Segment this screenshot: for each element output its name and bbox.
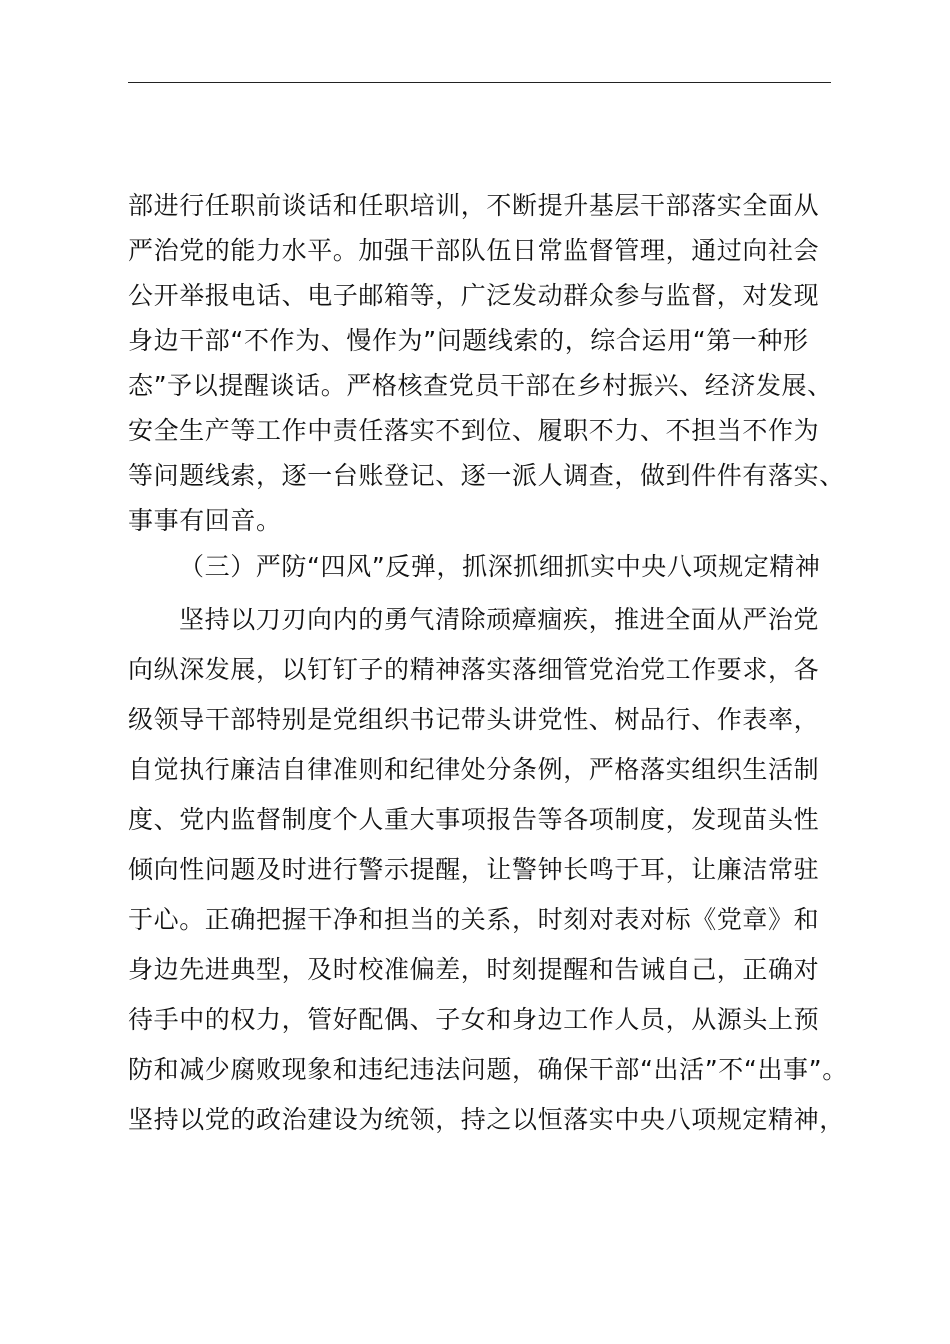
text-line: 向纵深发展，以钉钉子的精神落实落细管党治党工作要求，各 — [128, 655, 820, 684]
text-line: 事事有回音。 — [128, 506, 282, 535]
text-line: 自觉执行廉洁自律准则和纪律处分条例，严格落实组织生活制 — [128, 755, 820, 784]
text-line: 于心。正确把握干净和担当的关系，时刻对表对标《党章》和 — [128, 905, 820, 934]
text-line: 级领导干部特别是党组织书记带头讲党性、树品行、作表率， — [128, 705, 820, 734]
text-line: 倾向性问题及时进行警示提醒，让警钟长鸣于耳，让廉洁常驻 — [128, 855, 820, 884]
text-line: 部进行任职前谈话和任职培训，不断提升基层干部落实全面从 — [128, 191, 820, 220]
text-line: 安全生产等工作中责任落实不到位、履职不力、不担当不作为 — [128, 416, 820, 445]
text-line: 身边先进典型，及时校准偏差，时刻提醒和告诫自己，正确对 — [128, 955, 820, 984]
paragraph-first-line: 坚持以刀刃向内的勇气清除顽瘴痼疾，推进全面从严治党 — [179, 605, 820, 634]
text-line: 态”予以提醒谈话。严格核查党员干部在乡村振兴、经济发展、 — [128, 371, 833, 400]
text-line: 等问题线索，逐一台账登记、逐一派人调查，做到件件有落实、 — [128, 461, 845, 490]
text-line: 公开举报电话、电子邮箱等，广泛发动群众参与监督，对发现 — [128, 281, 820, 310]
text-line: 防和减少腐败现象和违纪违法问题，确保干部“出活”不“出事”。 — [128, 1055, 848, 1084]
text-line: 待手中的权力，管好配偶、子女和身边工作人员，从源头上预 — [128, 1005, 820, 1034]
text-line: 度、党内监督制度个人重大事项报告等各项制度，发现苗头性 — [128, 805, 820, 834]
header-rule — [128, 82, 831, 83]
text-line: 身边干部“不作为、慢作为”问题线索的，综合运用“第一种形 — [128, 326, 809, 355]
text-line: 严治党的能力水平。加强干部队伍日常监督管理，通过向社会 — [128, 236, 820, 265]
text-line: 坚持以党的政治建设为统领，持之以恒落实中央八项规定精神， — [128, 1105, 845, 1134]
section-heading: （三）严防“四风”反弹，抓深抓细抓实中央八项规定精神 — [179, 552, 821, 581]
